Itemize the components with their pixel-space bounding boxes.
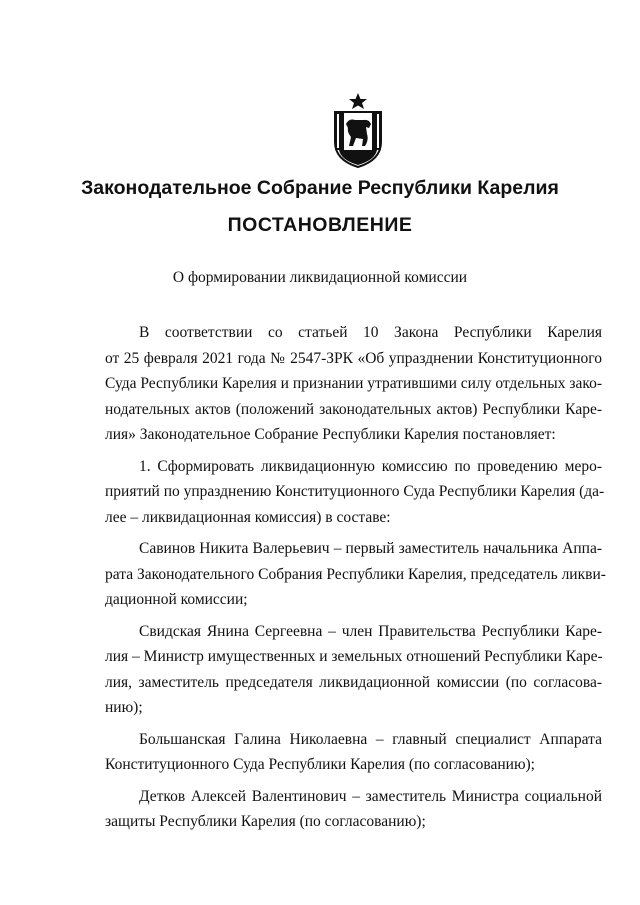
commission-member-bolshanskaya	[105, 727, 602, 778]
text-line: нию);	[105, 699, 143, 716]
text-line: 1. Сформировать ликвидационную комиссию по проведению меро-	[139, 457, 602, 475]
karelia-coat-of-arms-icon	[329, 92, 387, 168]
document-subject: О формировании ликвидационной комиссии	[172, 269, 468, 286]
preamble-paragraph	[105, 320, 602, 448]
commission-member-svidskaya	[105, 619, 602, 721]
commission-member-savinov	[105, 536, 606, 613]
text-line: лия, заместитель председателя ликвидационной комиссии (по согласова-	[105, 673, 602, 691]
text-line: лия» Законодательное Собрание Республики Карелия постановляет:	[105, 426, 556, 443]
text-line: нодательных актов (положений законодательных актов) Республики Каре-	[105, 400, 602, 418]
text-line: Свидская Янина Сергеевна – член Правительства Республики Каре-	[139, 622, 602, 640]
text-line: Суда Республики Карелия и признании утратившими силу отдельных зако-	[105, 375, 602, 392]
text-line: Большанская Галина Николаевна – главный специалист Аппарата	[139, 730, 602, 748]
text-line: лее – ликвидационная комиссия) в составе:	[105, 508, 391, 526]
organization-title: Законодательное Собрание Республики Карелия	[81, 177, 559, 199]
text-line: В соответствии со статьей 10 Закона Республики Карелия	[139, 324, 602, 341]
text-line: от 25 февраля 2021 года № 2547-ЗРК «Об упразднении Конституционного	[105, 349, 602, 367]
text-line: Савинов Никита Валерьевич – первый заместитель начальника Аппа-	[139, 540, 602, 557]
text-line: лия – Министр имущественных и земельных отношений Республики Каре-	[105, 648, 603, 665]
text-line: Детков Алексей Валентинович – заместитель Министра социальной	[139, 787, 602, 805]
text-line: приятий по упразднению Конституционного Суда Республики Карелия (да-	[105, 483, 605, 500]
text-line: защиты Республики Карелия (по согласованию);	[105, 813, 426, 830]
item-1-paragraph	[105, 454, 605, 531]
document-type-heading: ПОСТАНОВЛЕНИЕ	[227, 214, 413, 236]
commission-member-detkov	[105, 784, 602, 835]
text-line: дационной комиссии;	[105, 591, 248, 608]
text-line: Конституционного Суда Республики Карелия (по согласованию);	[105, 756, 535, 773]
text-line: рата Законодательного Собрания Республики Карелия, председатель ликви-	[105, 565, 606, 583]
document-body	[105, 320, 606, 835]
